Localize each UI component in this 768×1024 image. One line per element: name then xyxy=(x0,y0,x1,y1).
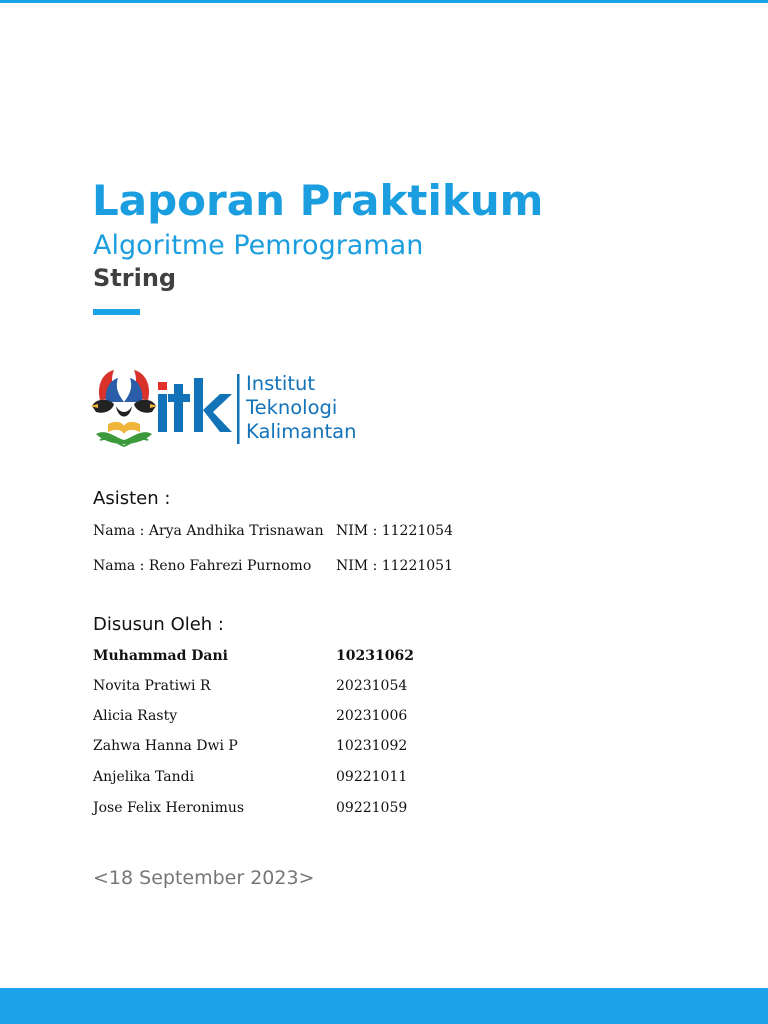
institute-name xyxy=(246,372,357,444)
member-row xyxy=(93,738,513,758)
member-nim: 09221011 xyxy=(336,769,408,785)
course-subtitle: Algoritme Pemrograman xyxy=(93,230,424,261)
bottom-band xyxy=(0,988,768,1024)
member-name: Anjelika Tandi xyxy=(93,769,195,785)
member-nim: 10231092 xyxy=(336,738,408,754)
member-nim: 20231006 xyxy=(336,708,408,724)
asisten-name: Nama : Reno Fahrezi Purnomo xyxy=(93,558,312,574)
member-row xyxy=(93,648,513,668)
asisten-row xyxy=(93,523,513,543)
report-title: Laporan Praktikum xyxy=(92,176,544,225)
accent-bar xyxy=(93,309,140,315)
asisten-nim: NIM : 11221054 xyxy=(336,523,453,539)
institute-line-2: Teknologi xyxy=(246,396,338,419)
itk-wordmark xyxy=(158,374,240,444)
member-name: Zahwa Hanna Dwi P xyxy=(93,738,238,754)
institute-line-3: Kalimantan xyxy=(246,420,357,443)
member-name: Jose Felix Heronimus xyxy=(93,800,245,816)
member-row xyxy=(93,708,513,728)
asisten-name: Nama : Arya Andhika Trisnawan xyxy=(93,523,324,539)
member-name: Novita Pratiwi R xyxy=(93,678,211,694)
asisten-heading: Asisten : xyxy=(93,488,171,509)
member-row xyxy=(93,678,513,698)
report-date: <18 September 2023> xyxy=(93,867,315,889)
member-nim: 10231062 xyxy=(336,648,414,664)
top-border xyxy=(0,0,768,3)
member-nim: 09221059 xyxy=(336,800,408,816)
member-row xyxy=(93,769,513,789)
member-name: Alicia Rasty xyxy=(93,708,178,724)
asisten-nim: NIM : 11221051 xyxy=(336,558,453,574)
member-name: Muhammad Dani xyxy=(93,648,228,664)
member-row xyxy=(93,800,513,820)
disusun-heading: Disusun Oleh : xyxy=(93,614,225,635)
topic-label: String xyxy=(93,264,177,292)
asisten-row xyxy=(93,558,513,578)
member-nim: 20231054 xyxy=(336,678,408,694)
institute-line-1: Institut xyxy=(246,372,315,395)
emblem-icon xyxy=(90,370,158,446)
